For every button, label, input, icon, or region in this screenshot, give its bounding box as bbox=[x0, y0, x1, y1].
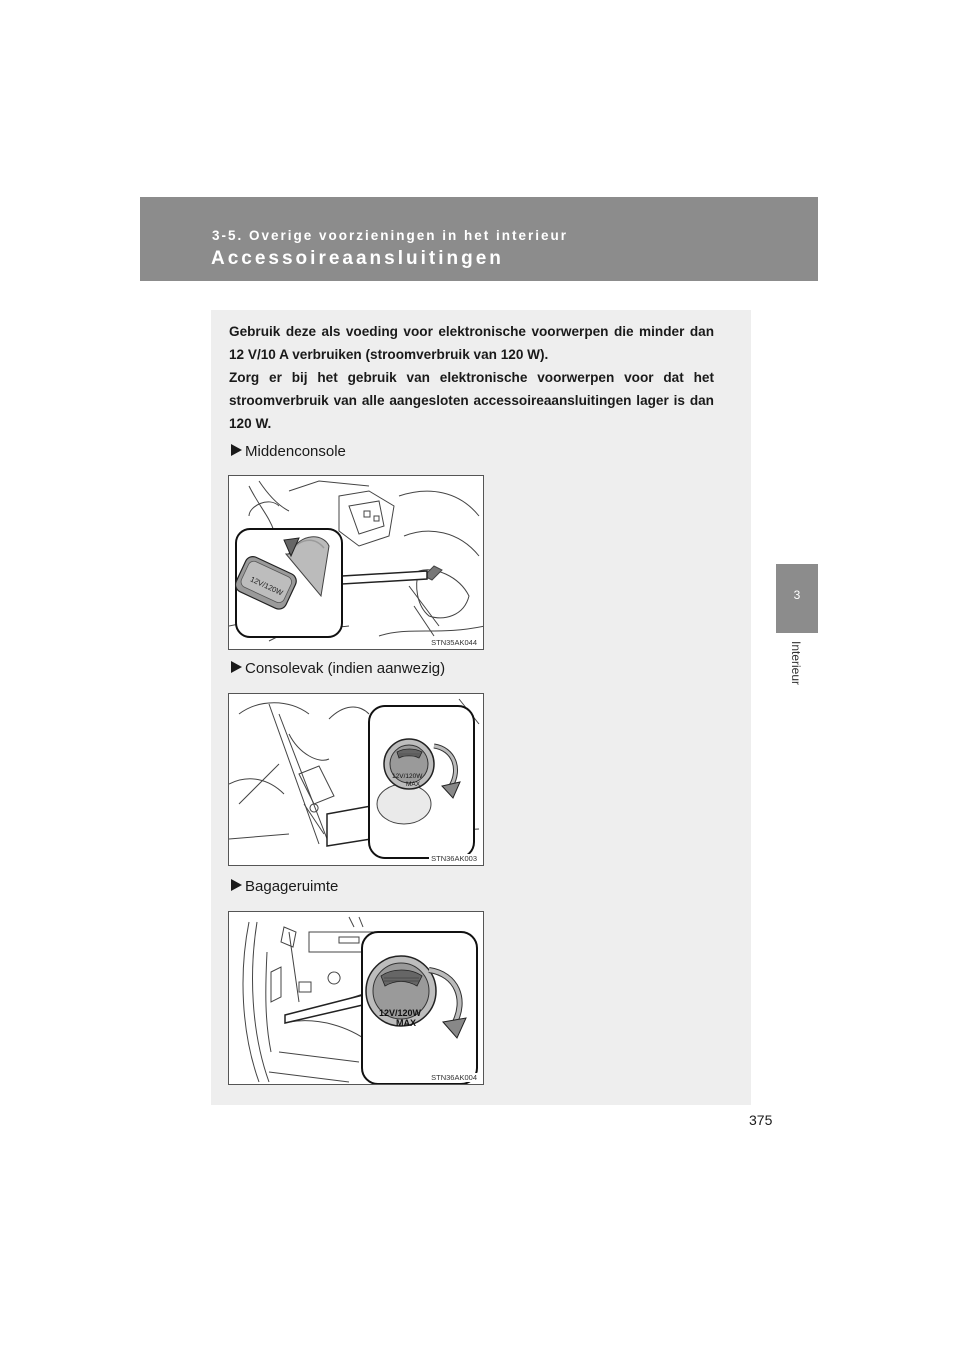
item-heading-label: Bagageruimte bbox=[245, 878, 339, 895]
section-title: 3-5. Overige voorzieningen in het interieur bbox=[212, 228, 569, 243]
item-heading-consolevak bbox=[231, 660, 445, 677]
cap-label-bottom: MAX bbox=[406, 781, 421, 788]
chapter-number: 3 bbox=[793, 588, 801, 602]
item-heading-label: Middenconsole bbox=[245, 443, 346, 460]
figure-middenconsole bbox=[228, 475, 484, 650]
figure-code: STN36AK003 bbox=[431, 854, 477, 863]
item-heading-middenconsole bbox=[231, 443, 346, 460]
page-number: 375 bbox=[749, 1112, 773, 1128]
luggage-compartment-illustration bbox=[229, 912, 484, 1085]
intro-paragraph-1: Gebruik deze als voeding voor elektronische voorwerpen die minder dan 12 V/10 A verbruiken (stroomverbruik van 120 W). bbox=[229, 324, 714, 362]
intro-text bbox=[229, 320, 714, 435]
item-heading-label: Consolevak (indien aanwezig) bbox=[245, 660, 446, 677]
center-console-illustration bbox=[229, 476, 484, 650]
page-title: Accessoireaansluitingen bbox=[211, 248, 504, 269]
intro-paragraph-2: Zorg er bij het gebruik van elektronische voorwerpen voor dat het stroomverbruik van alle aangesloten accessoireaansluitingen lager is dan 120 W. bbox=[229, 370, 714, 431]
figure-code: STN36AK004 bbox=[431, 1073, 477, 1082]
chapter-label: Interieur bbox=[789, 641, 803, 686]
cap-label-bottom: MAX bbox=[396, 1018, 416, 1028]
cap-label-top: 12V/120W bbox=[392, 773, 423, 780]
chapter-tab bbox=[776, 564, 818, 633]
figure-bagageruimte bbox=[228, 911, 484, 1085]
triangle-bullet-icon bbox=[231, 661, 242, 673]
triangle-bullet-icon bbox=[231, 879, 242, 891]
triangle-bullet-icon bbox=[231, 444, 242, 456]
figure-consolevak bbox=[228, 693, 484, 866]
item-heading-bagageruimte bbox=[231, 878, 338, 895]
cap-label: 12V/120W bbox=[248, 574, 285, 598]
console-compartment-illustration bbox=[229, 694, 484, 866]
figure-code: STN35AK044 bbox=[431, 638, 477, 647]
cap-label-top: 12V/120W bbox=[379, 1008, 422, 1018]
